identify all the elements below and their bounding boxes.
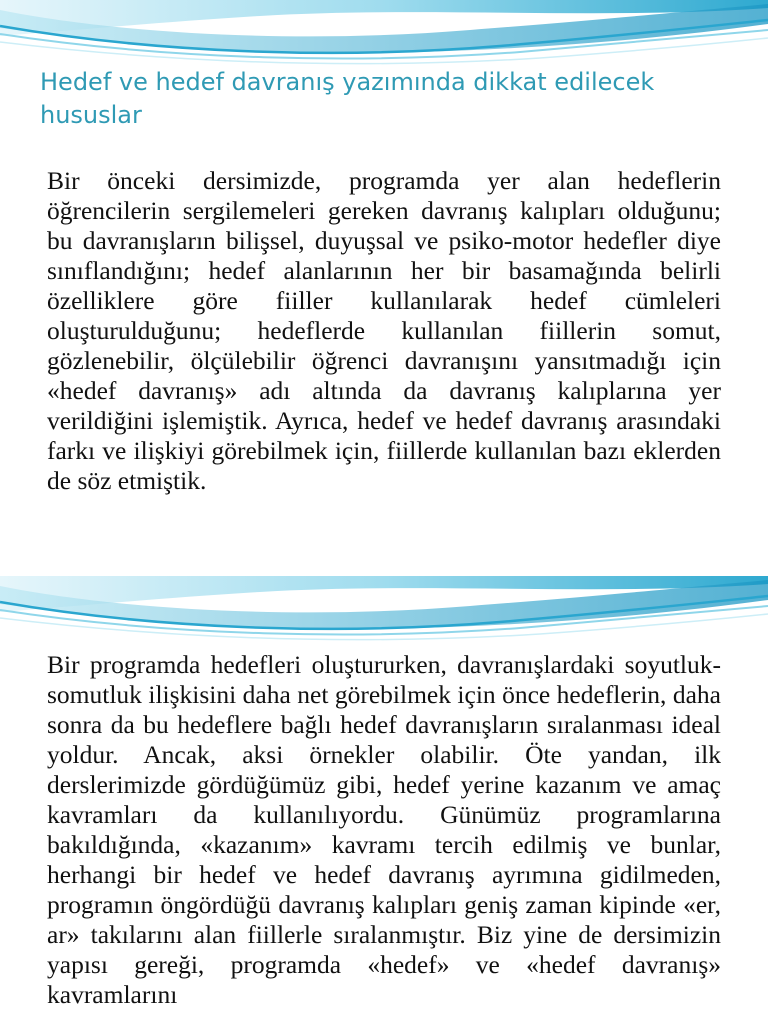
wave-decoration	[0, 0, 768, 70]
wave-decoration	[0, 576, 768, 646]
slide-body-text: Bir programda hedefleri oluştururken, davranışlardaki soyutluk-somutluk ilişkisini daha net görebilmek için önce hedeflerin, daha sonra da bu hedeflere bağlı hedef davranışların sıralanması ideal yoldur. Ancak, aksi örnekler olabilir. Öte yandan, ilk derslerimizde gördüğümüz gibi, hedef yerine kazanım ve amaç kavramları da kullanılıyordu. Günümüz programlarına bakıldığında, «kazanım» kavramı tercih edilmiş ve bunlar, herhangi bir hedef ve hedef davranış ayrımına gidilmeden, programın öngördüğü davranış kalıpları geniş zaman kipinde «er, ar» takılarını alan fiillerle sıralanmıştır. Biz yine de dersimizin yapısı gereği, programda «hedef» ve «hedef davranış» kavramlarını	[47, 650, 721, 1009]
slide-2	[0, 576, 768, 1024]
slide-title: Hedef ve hedef davranış yazımında dikkat edilecek hususlar	[40, 68, 655, 129]
slide-body-text: Bir önceki dersimizde, programda yer alan hedeflerin öğrencilerin sergilemeleri gereken davranış kalıpları olduğunu; bu davranışların bilişsel, duyuşsal ve psiko-motor hedefler diye sınıflandığını; hedef alanlarının her bir basamağında belirli özelliklere göre fiiller kullanılarak hedef cümleleri oluşturulduğunu; hedeflerde kullanılan fiillerin somut, gözlenebilir, ölçülebilir öğrenci davranışını yansıtmadığı için «hedef davranış» adı altında da davranış kalıplarına yer verildiğini işlemiştik. Ayrıca, hedef ve hedef davranış arasındaki farkı ve ilişkiyi görebilmek için, fiillerde kullanılan bazı eklerden de söz etmiştik.	[47, 166, 721, 495]
